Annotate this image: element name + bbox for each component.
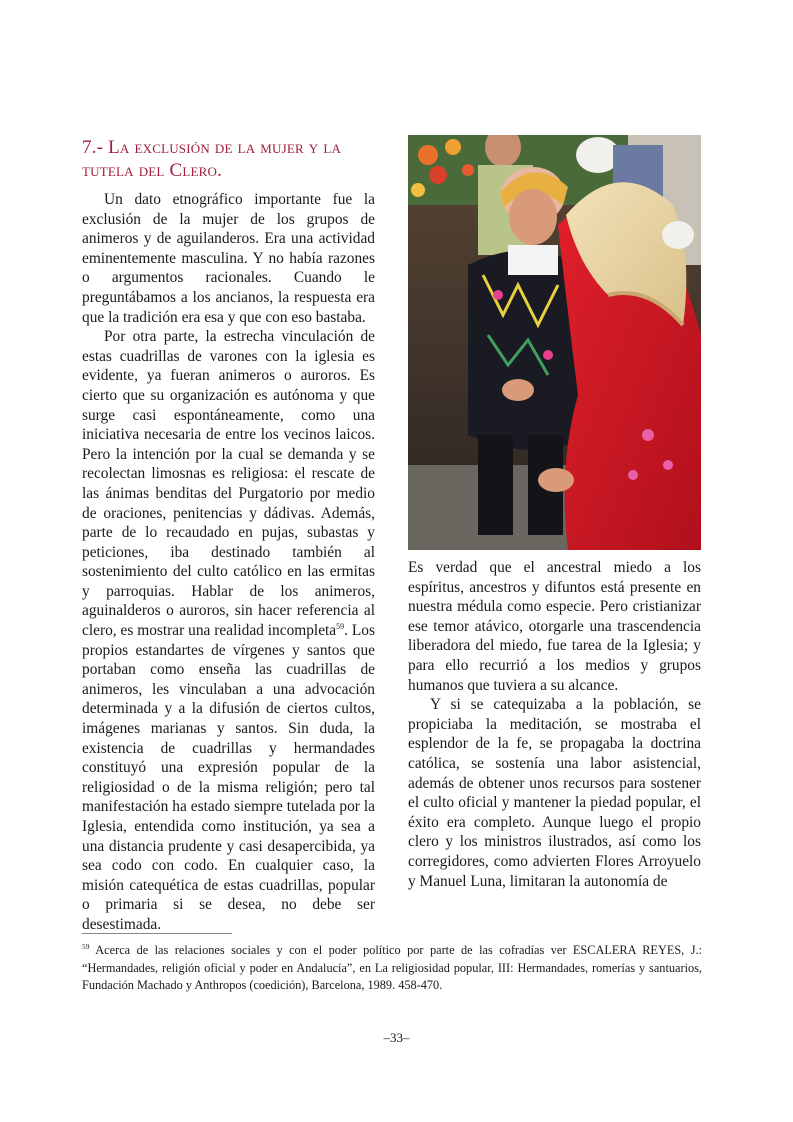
right-text-column: [408, 558, 701, 891]
paragraph: [82, 327, 375, 934]
footnote-text: Acerca de las relaciones sociales y con el poder político por parte de las cofradías ver ESCALERA REYES, J.: “Hermandades, religión oficial y poder en Andalucía”, en La religiosidad popular, III: Hermandades, romerías y santuarios, Fundación Machado y Anthropos (coedición), Barcelona, 1989. 458-470.: [82, 943, 702, 992]
footnote: [82, 942, 702, 995]
section-heading: [82, 136, 375, 182]
paragraph: Y si se catequizaba a la población, se propiciaba la meditación, se mostraba el esplendor de la fe, se propagaba la doctrina católica, se sostenía una labor asistencial, además de obtener unos recursos para sostener el culto oficial y mantener la piedad popular, el éxito era completo. Aunque luego el propio clero y los ministros ilustrados, así como los corregidores, como advierten Flores Arroyuelo y Manuel Luna, limitaran la autonomía de: [408, 696, 701, 890]
left-text-column: [82, 190, 375, 935]
paragraph: Es verdad que el ancestral miedo a los espíritus, ancestros y difuntos está presente en nuestra médula como especie. Pero cristianizar ese temor atávico, otorgarle una trascendencia liberadora del miedo, fue tarea de la Iglesia; y para ello recurrió a los medios y grupos humanos que tuviera a su alcance.: [408, 559, 701, 694]
section-heading-line-2: tutela del Clero.: [82, 160, 223, 181]
page-number: –33–: [383, 1030, 410, 1045]
footnote-separator: [82, 933, 232, 934]
photo-dancers-in-traditional-dress: [408, 135, 701, 550]
footnote-number: 59: [82, 941, 90, 951]
paragraph-text: . Los propios estandartes de vírgenes y santos que portaban como enseña las cuadrillas de animeros, les vinculaban a una advocación determinada y a la difusión de ciertos cultos, imágenes marianas y santos. Sin duda, la existencia de cuadrillas y hermandades constituyó una expresión popular de la religiosidad o de la misma religión; pero tal manifestación ha estado siempre tutelada por la Iglesia, entendida como institución, ya sea a una distancia prudente y casi desapercibida, ya sea codo con codo. En cualquier caso, la misión catequética de estas cuadrillas, popular o primaria si se desea, no debe ser desestimada.: [82, 622, 375, 933]
section-heading-line-1: 7.- La exclusión de la mujer y la: [82, 137, 342, 158]
footnote-reference[interactable]: 59: [336, 621, 345, 631]
paragraph: Un dato etnográfico importante fue la exclusión de la mujer de los grupos de animeros y de aguilanderos. Era una actividad eminentemente masculina. Y no había razones o argumentos racionales. Cuando le preguntábamos a los ancianos, la respuesta era que la tradición era esa y que con eso bastaba.: [82, 191, 375, 326]
paragraph-text: Por otra parte, la estrecha vinculación de estas cuadrillas de varones con la iglesia es evidente, ya fueran animeros o auroros. Es cierto que su organización es autónoma y que surge casi espontáneamente, como una iniciativa necesaria de entre los vecinos laicos. Pero la intención por la cual se demanda y se recolectan limosnas es religiosa: el rescate de las ánimas benditas del Purgatorio por medio de oraciones, penitencias y dádivas. Además, parte de lo recaudado en pujas, subastas y peticiones, iba destinado también al sostenimiento del culto católico en las ermitas y parroquias. Hablar de los animeros, aguinalderos o auroros, sin hacer referencia al clero, es mostrar una realidad incompleta: [82, 328, 375, 640]
